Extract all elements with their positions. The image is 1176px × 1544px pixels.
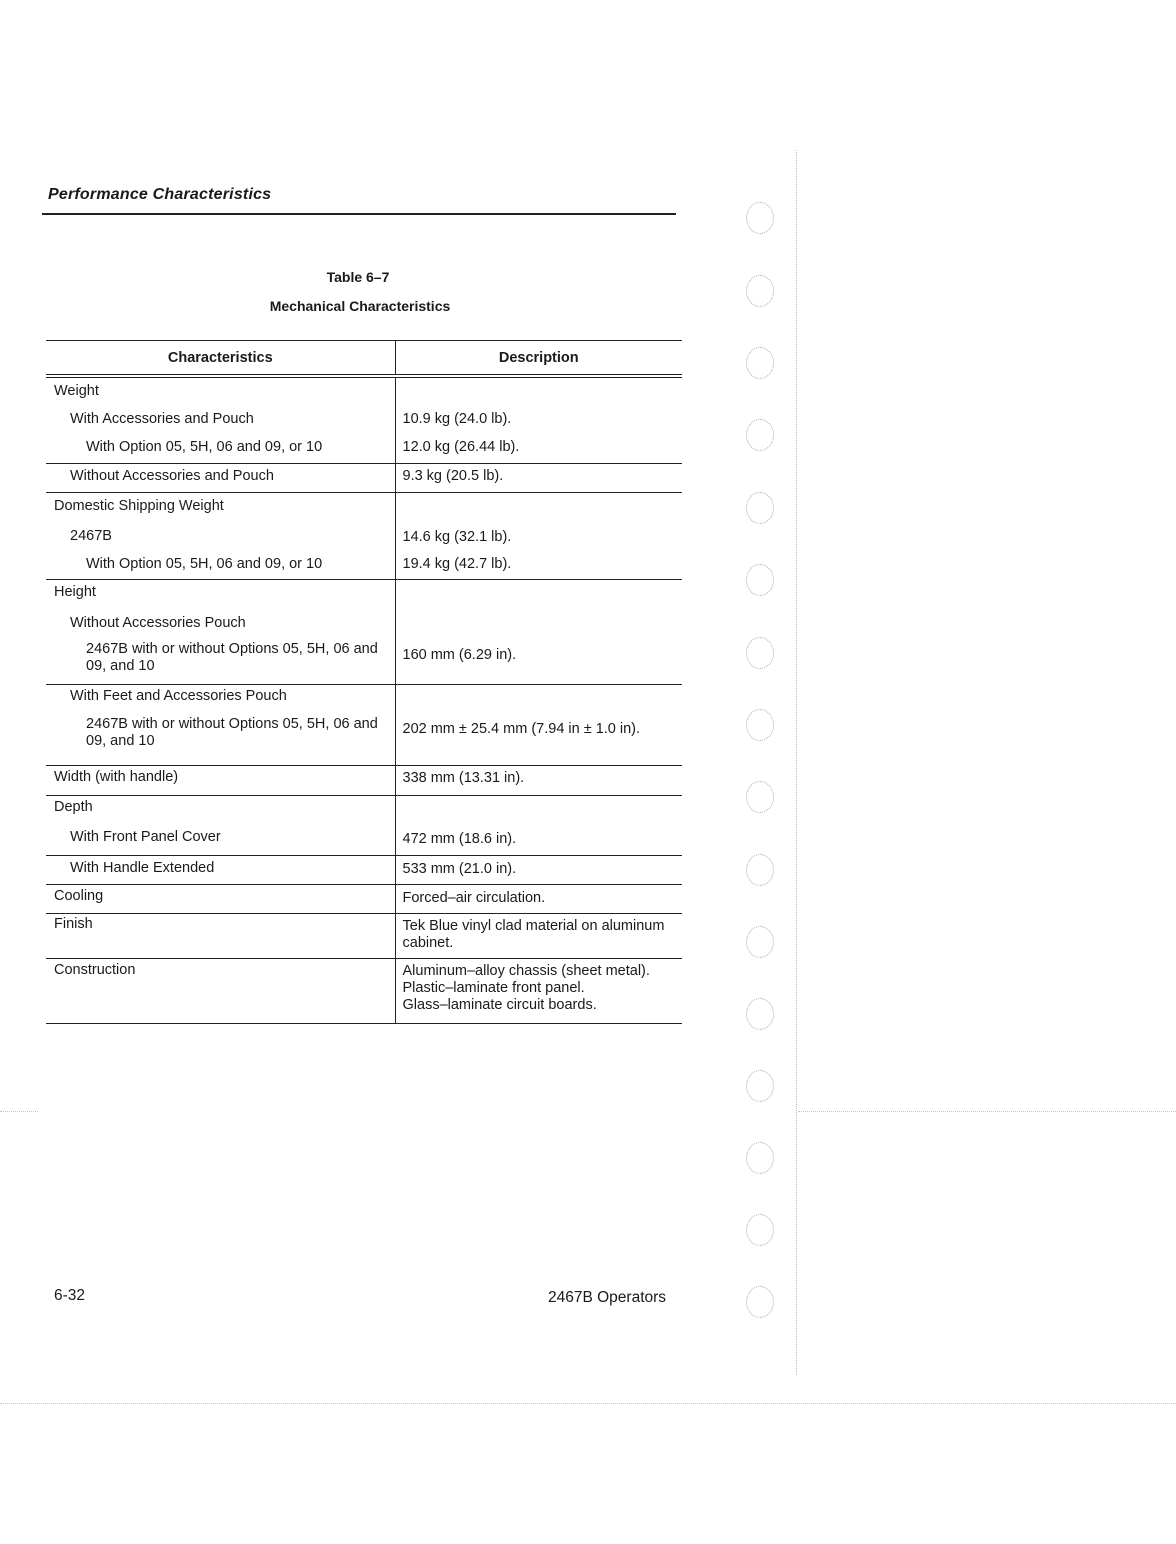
description-cell <box>395 579 682 609</box>
table-row <box>46 376 682 405</box>
characteristic-cell: Height <box>54 583 96 600</box>
table-row <box>46 713 682 765</box>
binder-hole <box>746 419 774 451</box>
characteristic-cell: With Option 05, 5H, 06 and 09, or 10 <box>46 434 395 463</box>
description-cell: 14.6 kg (32.1 lb). <box>395 522 682 551</box>
table-row <box>46 522 682 551</box>
description-cell <box>395 492 682 522</box>
scan-fold-line <box>0 1111 38 1112</box>
table-title: Mechanical Characteristics <box>269 298 451 314</box>
description-cell: 9.3 kg (20.5 lb). <box>395 463 682 492</box>
table-row <box>46 492 682 522</box>
description-cell <box>395 958 682 1023</box>
description-cell: Forced–air circulation. <box>395 884 682 913</box>
table-row <box>46 405 682 434</box>
section-title: Performance Characteristics <box>48 186 272 203</box>
description-cell: 202 mm ± 25.4 mm (7.94 in ± 1.0 in). <box>395 713 682 765</box>
description-cell: 10.9 kg (24.0 lb). <box>395 405 682 434</box>
page-number: 6-32 <box>54 1287 86 1304</box>
binder-hole <box>746 926 774 958</box>
page-edge-line <box>796 150 797 1375</box>
binder-hole <box>746 492 774 524</box>
table-row <box>46 609 682 638</box>
table-row <box>46 434 682 463</box>
table-row <box>46 795 682 825</box>
table-row <box>46 551 682 579</box>
description-line: Glass–laminate circuit boards. <box>402 996 597 1013</box>
table-row <box>46 684 682 713</box>
binder-hole <box>746 564 774 596</box>
table-row <box>46 855 682 884</box>
table-header-row <box>46 341 682 377</box>
table-row <box>46 825 682 855</box>
description-cell: Tek Blue vinyl clad material on aluminum cabinet. <box>395 913 682 958</box>
table-row <box>46 913 682 958</box>
table-row <box>46 765 682 795</box>
characteristic-cell: 2467B with or without Options 05, 5H, 06 and 09, and 10 <box>46 713 395 765</box>
description-cell <box>395 376 682 405</box>
characteristic-cell: With Feet and Accessories Pouch <box>70 687 287 704</box>
characteristic-cell: 2467B <box>70 528 112 544</box>
characteristic-cell: Depth <box>54 798 93 815</box>
characteristic-cell: With Option 05, 5H, 06 and 09, or 10 <box>46 551 395 579</box>
mechanical-characteristics-table <box>46 340 682 1024</box>
characteristic-cell: Without Accessories and Pouch <box>46 463 395 492</box>
description-cell <box>395 684 682 713</box>
scan-fold-line <box>0 1403 1176 1404</box>
characteristic-cell: With Accessories and Pouch <box>70 411 254 427</box>
table-row <box>46 638 682 684</box>
manual-name: 2467B Operators <box>548 1289 667 1306</box>
characteristic-cell: Width (with handle) <box>46 765 395 795</box>
column-header-characteristics: Characteristics <box>46 341 395 377</box>
binder-hole <box>746 637 774 669</box>
table-row <box>46 958 682 1023</box>
description-cell: 472 mm (18.6 in). <box>395 825 682 855</box>
binder-hole <box>746 1142 774 1174</box>
binder-hole <box>746 347 774 379</box>
characteristic-cell: Domestic Shipping Weight <box>54 497 224 514</box>
binder-hole <box>746 854 774 886</box>
column-header-description: Description <box>395 341 682 377</box>
binder-hole <box>746 781 774 813</box>
description-line: Aluminum–alloy chassis (sheet metal). <box>402 962 650 979</box>
characteristic-cell: With Handle Extended <box>46 855 395 884</box>
table-row <box>46 463 682 492</box>
description-cell: 19.4 kg (42.7 lb). <box>395 551 682 579</box>
table-row <box>46 579 682 609</box>
characteristic-cell: With Front Panel Cover <box>46 825 395 855</box>
description-cell <box>395 795 682 825</box>
binder-hole <box>746 275 774 307</box>
characteristic-cell: Construction <box>46 958 395 1023</box>
table-row <box>46 884 682 913</box>
description-cell <box>395 609 682 638</box>
description-line: Plastic–laminate front panel. <box>402 979 585 996</box>
table-number: Table 6–7 <box>326 269 390 285</box>
binder-hole <box>746 1286 774 1318</box>
binder-hole <box>746 1070 774 1102</box>
description-cell: 533 mm (21.0 in). <box>395 855 682 884</box>
characteristic-cell: 2467B with or without Options 05, 5H, 06 and 09, and 10 <box>46 638 395 684</box>
description-cell: 338 mm (13.31 in). <box>395 765 682 795</box>
binder-hole <box>746 1214 774 1246</box>
scan-fold-line <box>798 1111 1176 1112</box>
characteristic-cell: Finish <box>46 913 395 958</box>
section-title-rule <box>42 213 676 215</box>
characteristic-cell: Weight <box>54 383 99 399</box>
binder-hole <box>746 998 774 1030</box>
characteristic-cell: Cooling <box>46 884 395 913</box>
binder-hole <box>746 202 774 234</box>
binder-hole <box>746 709 774 741</box>
description-cell: 160 mm (6.29 in). <box>395 638 682 684</box>
description-cell: 12.0 kg (26.44 lb). <box>395 434 682 463</box>
characteristic-cell: Without Accessories Pouch <box>70 615 246 631</box>
